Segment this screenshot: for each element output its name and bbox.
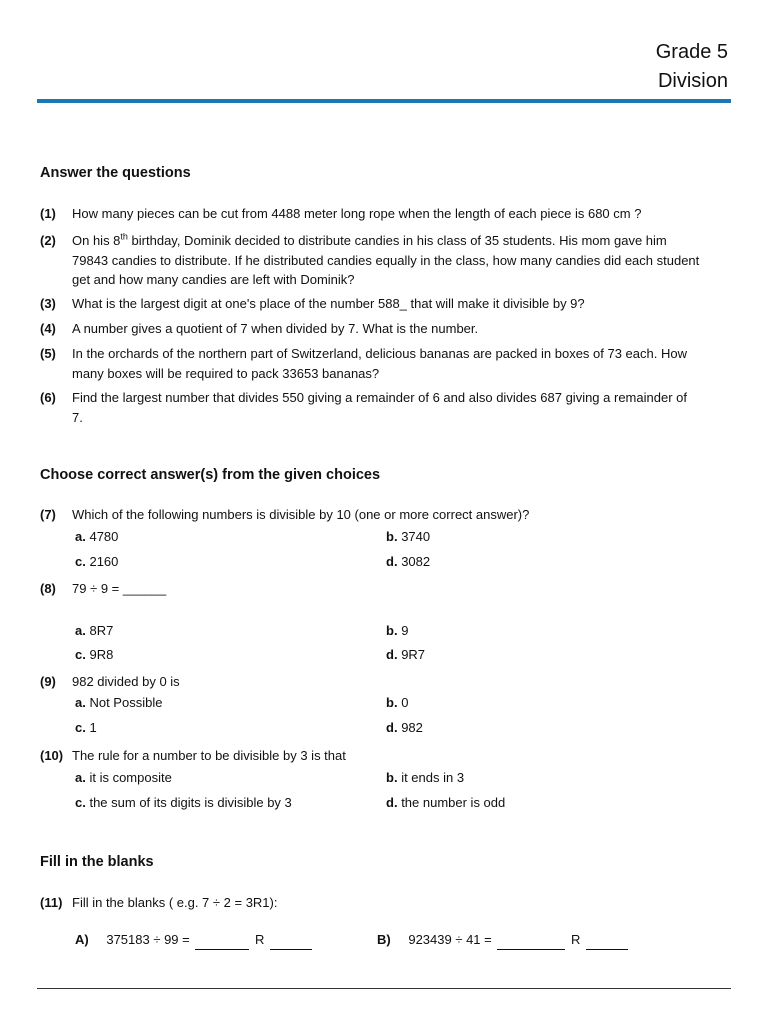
option-letter: d. — [386, 554, 398, 569]
option-9b[interactable] — [386, 693, 408, 712]
option-text: 3082 — [401, 554, 431, 569]
question-number: (11) — [40, 895, 63, 910]
question-number: (10) — [40, 748, 64, 763]
question-number: (5) — [40, 346, 56, 361]
topic-label: Division — [657, 70, 728, 92]
option-text: 8R7 — [89, 623, 114, 638]
question-number: (2) — [40, 233, 56, 248]
question-11 — [40, 893, 700, 913]
question-text: What is the largest digit at one's place of the number 588_ that will make it divisible by 9? — [72, 296, 585, 311]
section-title-choose: Choose correct answer(s) from the given choices — [40, 467, 381, 483]
option-7a[interactable] — [75, 527, 118, 546]
question-8 — [40, 579, 700, 599]
item-letter: B) — [377, 932, 391, 947]
quotient-blank[interactable] — [195, 927, 249, 950]
option-letter: c. — [75, 554, 86, 569]
option-text: 3740 — [401, 529, 431, 544]
division-expression: 923439 ÷ 41 = — [408, 932, 492, 947]
question-number: (7) — [40, 507, 56, 522]
option-letter: b. — [386, 623, 398, 638]
question-7 — [40, 505, 700, 525]
question-text-pre: On his 8 — [72, 233, 121, 248]
header-divider — [37, 99, 731, 103]
option-letter: d. — [386, 795, 398, 810]
division-expression: 375183 ÷ 99 = — [106, 932, 190, 947]
option-text: Not Possible — [89, 695, 163, 710]
option-7c[interactable] — [75, 552, 118, 571]
remainder-blank[interactable] — [270, 927, 312, 950]
page-header — [656, 38, 728, 96]
option-letter: a. — [75, 770, 86, 785]
option-9d[interactable] — [386, 718, 423, 737]
option-text: 9R8 — [89, 647, 114, 662]
option-letter: a. — [75, 623, 86, 638]
question-2 — [40, 231, 700, 290]
option-10c[interactable] — [75, 793, 292, 812]
question-1 — [40, 204, 700, 224]
question-number: (4) — [40, 321, 56, 336]
question-9 — [40, 672, 700, 692]
question-number: (8) — [40, 581, 56, 596]
option-9a[interactable] — [75, 693, 162, 712]
question-text: 79 ÷ 9 = ______ — [72, 581, 167, 596]
question-text-wrapper — [72, 231, 700, 290]
fill-item-b — [377, 927, 628, 950]
remainder-label: R — [255, 932, 265, 947]
option-10d[interactable] — [386, 793, 505, 812]
section-title-answer: Answer the questions — [40, 165, 191, 181]
option-text: 0 — [401, 695, 409, 710]
grade-label: Grade 5 — [655, 41, 728, 63]
option-letter: b. — [386, 770, 398, 785]
section-title-fill: Fill in the blanks — [40, 854, 154, 870]
option-letter: d. — [386, 647, 398, 662]
question-text: In the orchards of the northern part of Switzerland, delicious bananas are packed in boxes of 73 each. How many boxes will be required to pack 33653 bananas? — [72, 346, 687, 381]
ordinal-suffix: th — [120, 231, 128, 242]
footer-divider — [37, 988, 731, 989]
question-4 — [40, 319, 700, 339]
fill-item-a — [75, 927, 312, 950]
question-text: Fill in the blanks ( e.g. 7 ÷ 2 = 3R1): — [72, 895, 278, 910]
question-text: Find the largest number that divides 550 giving a remainder of 6 and also divides 687 giving a remainder of 7. — [72, 390, 687, 425]
remainder-label: R — [571, 932, 581, 947]
option-9c[interactable] — [75, 718, 97, 737]
question-text: The rule for a number to be divisible by 3 is that — [72, 748, 346, 763]
option-letter: a. — [75, 529, 86, 544]
option-text: 9R7 — [401, 647, 426, 662]
question-3 — [40, 294, 700, 314]
option-7b[interactable] — [386, 527, 430, 546]
option-8a[interactable] — [75, 621, 113, 640]
option-10a[interactable] — [75, 768, 172, 787]
option-letter: c. — [75, 720, 86, 735]
remainder-blank[interactable] — [586, 927, 628, 950]
quotient-blank[interactable] — [497, 927, 565, 950]
option-7d[interactable] — [386, 552, 430, 571]
option-text: the sum of its digits is divisible by 3 — [89, 795, 292, 810]
option-letter: c. — [75, 647, 86, 662]
question-number: (1) — [40, 206, 56, 221]
option-letter: d. — [386, 720, 398, 735]
option-10b[interactable] — [386, 768, 464, 787]
option-text: 982 — [401, 720, 423, 735]
question-number: (6) — [40, 390, 56, 405]
option-text: it ends in 3 — [401, 770, 465, 785]
question-text: A number gives a quotient of 7 when divided by 7. What is the number. — [72, 321, 479, 336]
option-letter: c. — [75, 795, 86, 810]
option-8c[interactable] — [75, 645, 113, 664]
question-text: 982 divided by 0 is — [72, 674, 180, 689]
question-text: Which of the following numbers is divisible by 10 (one or more correct answer)? — [72, 507, 530, 522]
option-letter: b. — [386, 695, 398, 710]
option-text: 4780 — [89, 529, 119, 544]
question-number: (3) — [40, 296, 56, 311]
option-8d[interactable] — [386, 645, 425, 664]
question-text: birthday, Dominik decided to distribute candies in his class of 35 students. His mom gave him 79843 candies to distribute. If he distributed candies equally in the class, how many candies did each student get and how many candies are left with Dominik? — [72, 233, 700, 287]
question-number: (9) — [40, 674, 56, 689]
option-text: 9 — [401, 623, 409, 638]
option-letter: b. — [386, 529, 398, 544]
question-6 — [40, 388, 700, 427]
question-10 — [40, 746, 700, 766]
option-text: 1 — [89, 720, 97, 735]
option-text: the number is odd — [401, 795, 506, 810]
question-5 — [40, 344, 700, 383]
option-letter: a. — [75, 695, 86, 710]
option-text: 2160 — [89, 554, 119, 569]
option-8b[interactable] — [386, 621, 408, 640]
item-letter: A) — [75, 932, 89, 947]
option-text: it is composite — [89, 770, 172, 785]
question-text: How many pieces can be cut from 4488 meter long rope when the length of each piece is 680 cm ? — [72, 206, 642, 221]
